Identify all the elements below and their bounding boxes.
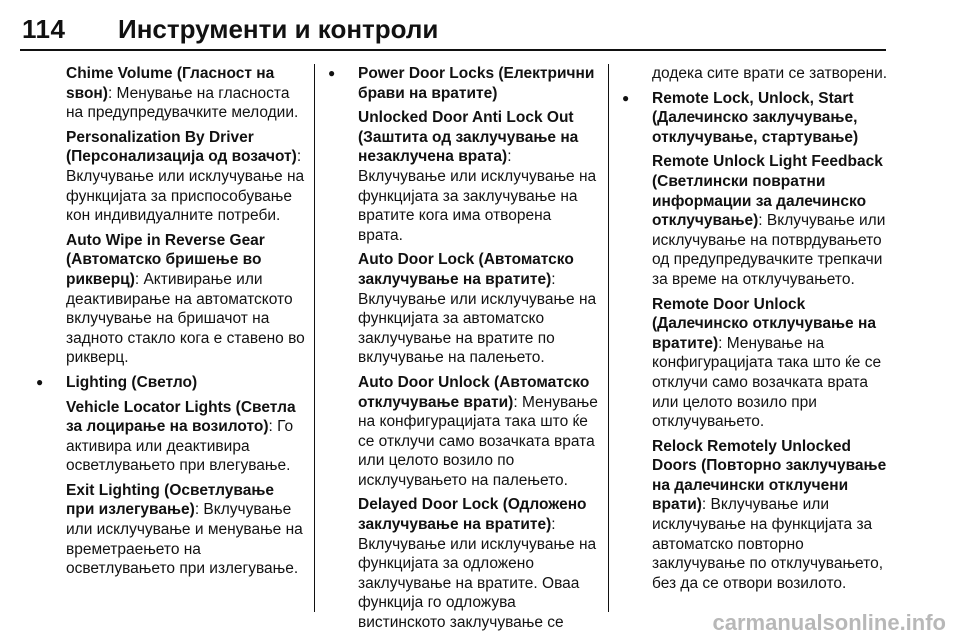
term: Exit Lighting (Осветлување при излегување): [66, 481, 274, 519]
paragraph-relock: [652, 437, 892, 594]
term: Auto Door Lock (Автоматско заклучување на вратите): [358, 251, 574, 288]
paragraph-vehicle-locator: [66, 398, 306, 476]
column-divider: [608, 64, 609, 612]
description: : Активирање или деактивирање на автоматското вклучување на бришачот на задното стакло кога е ставено во рикверц.: [66, 270, 305, 367]
section-heading: Remote Lock, Unlock, Start (Далечинско заклучување, отклучување, стартување): [652, 89, 859, 146]
description: : Менување на гласноста на предупредувачките мелодии.: [66, 84, 299, 122]
term: Vehicle Locator Lights (Светла за лоцирање на возилото): [66, 398, 296, 436]
description: : Вклучување или исклучување на функцијата за заклучување на вратите кога има отворена врата.: [358, 148, 597, 244]
paragraph-personalization: [66, 128, 306, 226]
description: : Вклучување или исклучување на функцијата за приспособување кон индивидуалните потреби.: [66, 148, 305, 225]
term: Unlocked Door Anti Lock Out (Заштита од заклучување на незаклучена врата): [358, 109, 579, 166]
term: Delayed Door Lock (Одложено заклучување на вратите): [358, 496, 587, 534]
paragraph-chime-volume: [66, 64, 306, 123]
section-heading: Power Door Locks (Електрични брави на вратите): [358, 65, 595, 102]
page-title: Инструменти и контроли: [118, 14, 439, 44]
description: : Менување на конфигурацијата така што ќе се отклучи само возачката врата или целото возило при отклучувањето.: [652, 334, 882, 431]
description: : Вклучување или исклучување на функцијата за одложено заклучување на вратите. Оваа функција го одложува вистинското заклучување се: [358, 516, 597, 632]
header-rule: [20, 49, 886, 51]
page-number: 114: [22, 14, 66, 44]
paragraph-auto-door-unlock: [358, 373, 598, 491]
column-2: [358, 64, 598, 638]
term: Auto Wipe in Reverse Gear (Автоматско бришење во рикверц): [66, 231, 265, 288]
description: : Вклучување или исклучување на функцијата за автоматско заклучување на вратите по вклучување на палењето.: [358, 270, 597, 367]
bullet-power-door-locks: [358, 64, 598, 103]
paragraph-auto-door-lock: [358, 250, 598, 368]
watermark: carmanualsonline.info: [712, 610, 946, 635]
bullet-lighting: [66, 373, 306, 393]
column-divider: [314, 64, 315, 612]
section-heading: Lighting (Светло): [66, 373, 198, 391]
term: Remote Unlock Light Feedback (Светлински повратни информации за далечинско отклучување): [652, 153, 883, 230]
paragraph-continuation: [652, 64, 892, 84]
description: додека сите врати се затворени.: [652, 65, 888, 82]
paragraph-delayed-door-lock: [358, 495, 598, 632]
paragraph-auto-wipe: [66, 231, 306, 368]
term: Auto Door Unlock (Автоматско отклучување врати): [358, 373, 590, 411]
paragraph-remote-door-unlock: [652, 295, 892, 432]
description: : Менување на конфигурацијата така што ќе се отклучи само возачката врата или целото возило по исклучувањето на палењето.: [358, 393, 598, 489]
term: Relock Remotely Unlocked Doors (Повторно заклучување на далечински отклучени врати): [652, 437, 887, 514]
paragraph-exit-lighting: [66, 481, 306, 579]
column-3: [652, 64, 892, 598]
description: : Вклучување или исклучување на потврдувањето од предупредувачките трепкачи за време на отклучувањето.: [652, 212, 886, 288]
description: : Вклучување или исклучување и менување на времетраењето на осветлувањето при излегување.: [66, 501, 303, 578]
bullet-remote-lock: [652, 89, 892, 148]
description: : Вклучување или исклучување на функцијата за автоматско повторно заклучување по отклучувањето, без да се отвори возилото.: [652, 496, 884, 592]
description: : Го активира или деактивира осветлувањето при влегување.: [66, 418, 294, 475]
column-1: [66, 64, 306, 584]
term: Remote Door Unlock (Далечинско отклучување на вратите): [652, 295, 876, 352]
term: Personalization By Driver (Персонализација од возачот): [66, 128, 297, 166]
paragraph-remote-unlock-light: [652, 152, 892, 289]
paragraph-unlocked-door: [358, 108, 598, 245]
term: Chime Volume (Гласност на ѕвон): [66, 65, 275, 102]
